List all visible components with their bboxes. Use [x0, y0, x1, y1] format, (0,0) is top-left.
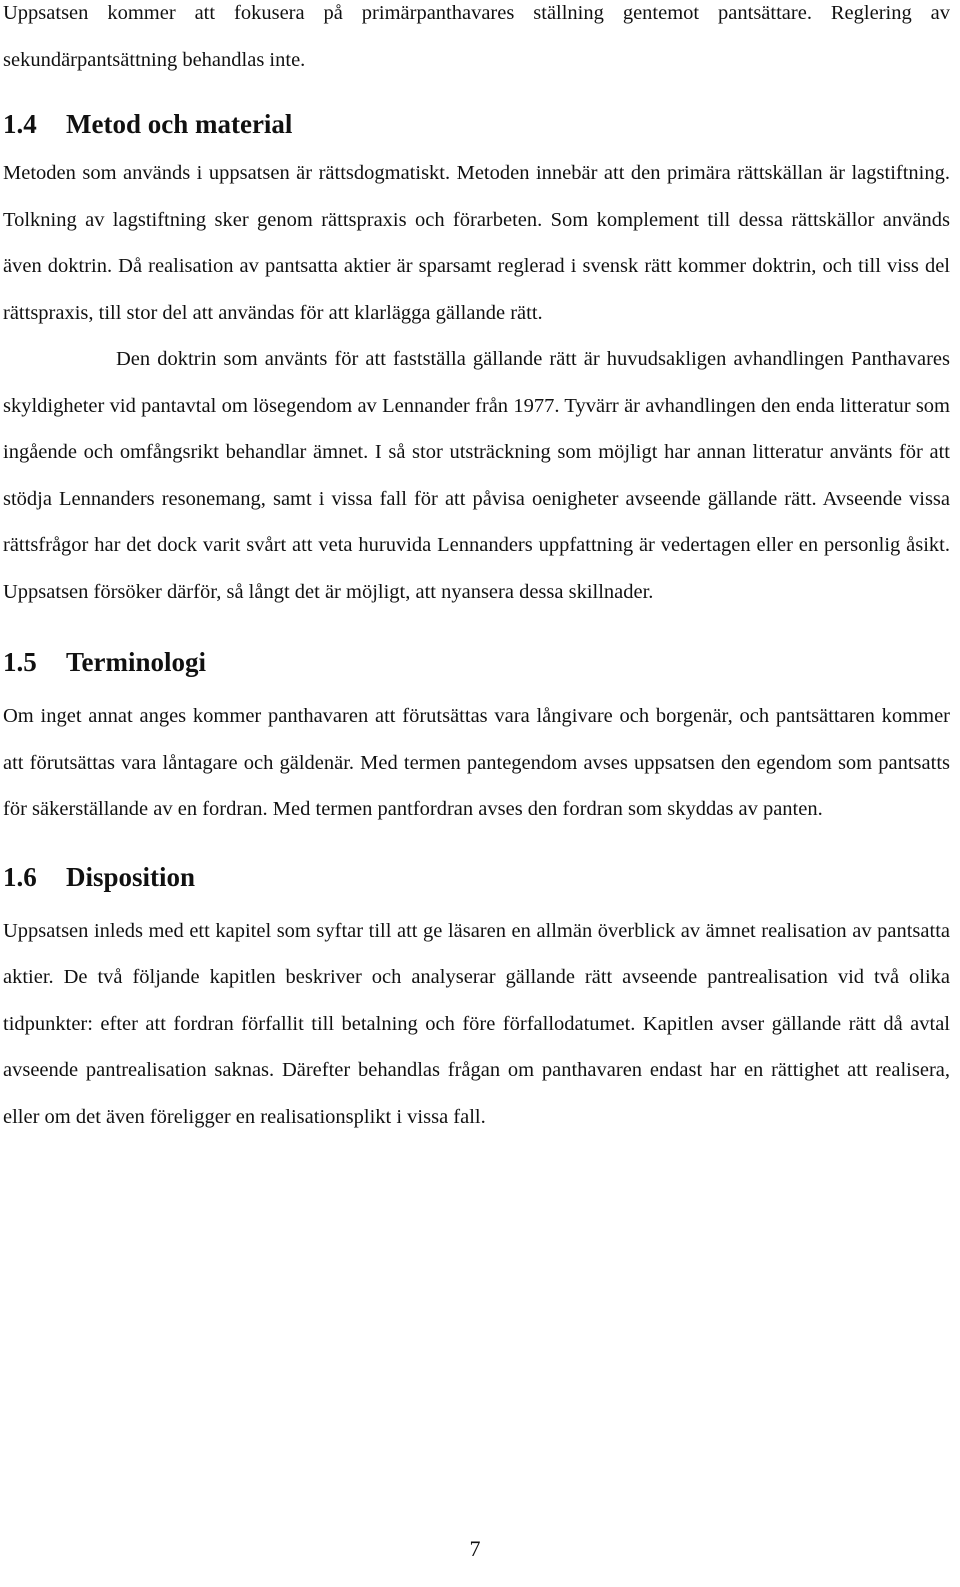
document-page	[3, 0, 950, 1140]
section-number: 1.5	[3, 647, 37, 677]
section-number: 1.6	[3, 861, 37, 892]
paragraph-metod-1: Metoden som används i uppsatsen är rättsdogmatiskt. Metoden innebär att den primära rättskällan är lagstiftning. Tolkning av lagstiftning sker genom rättspraxis och förarbeten. Som komplement till dessa rättskällor används även doktrin. Då realisation av pantsatta aktier är sparsamt reglerad i svensk rätt kommer doktrin, och till viss del rättspraxis, till stor del att användas för att klarlägga gällande rätt.	[3, 162, 950, 324]
section-heading-metod	[3, 105, 950, 143]
section-heading-terminologi	[3, 643, 950, 681]
paragraph-disposition: Uppsatsen inleds med ett kapitel som syftar till att ge läsaren en allmän överblick av ämnet realisation av pantsatta aktier. De två följande kapitlen beskriver och analyserar gällande rätt avseende pantrealisation vid två olika tidpunkter: efter att fordran förfallit till betalning och före förfallodatumet. Kapitlen avser gällande rätt då avtal avseende pantrealisation saknas. Därefter behandlas frågan om panthavaren endast har en rättighet att realisera, eller om det även föreligger en realisationsplikt i vissa fall.	[3, 919, 950, 1128]
page-number: 7	[469, 1536, 481, 1561]
section-title: Metod och material	[66, 109, 293, 139]
intro-paragraph: Uppsatsen kommer att fokusera på primärpanthavares ställning gentemot pantsättare. Reglering av sekundärpantsättning behandlas inte.	[3, 2, 950, 71]
paragraph-metod-2: Den doktrin som använts för att fastställa gällande rätt är huvudsakligen avhandlingen Panthavares skyldigheter vid pantavtal om lösegendom av Lennander från 1977. Tyvärr är avhandlingen den enda litteratur som ingående och omfångsrikt behandlar ämnet. I så stor utsträckning som möjligt har annan litteratur använts för att stödja Lennanders resonemang, samt i vissa fall för att påvisa oenigheter avseende gällande rätt. Avseende vissa rättsfrågor har det dock varit svårt att veta huruvida Lennanders uppfattning är vedertagen eller en personlig åsikt. Uppsatsen försöker därför, så långt det är möjligt, att nyansera dessa skillnader.	[3, 348, 950, 603]
section-title: Disposition	[66, 861, 196, 892]
paragraph-terminologi: Om inget annat anges kommer panthavaren att förutsättas vara långivare och borgenär, och pantsättaren kommer att förutsättas vara låntagare och gäldenär. Med termen pantegendom avses uppsatsen den egendom som pantsatts för säkerställande av en fordran. Med termen pantfordran avses den fordran som skyddas av panten.	[3, 705, 950, 820]
section-number: 1.4	[3, 109, 37, 139]
section-heading-disposition	[3, 858, 950, 896]
section-title: Terminologi	[66, 647, 207, 677]
